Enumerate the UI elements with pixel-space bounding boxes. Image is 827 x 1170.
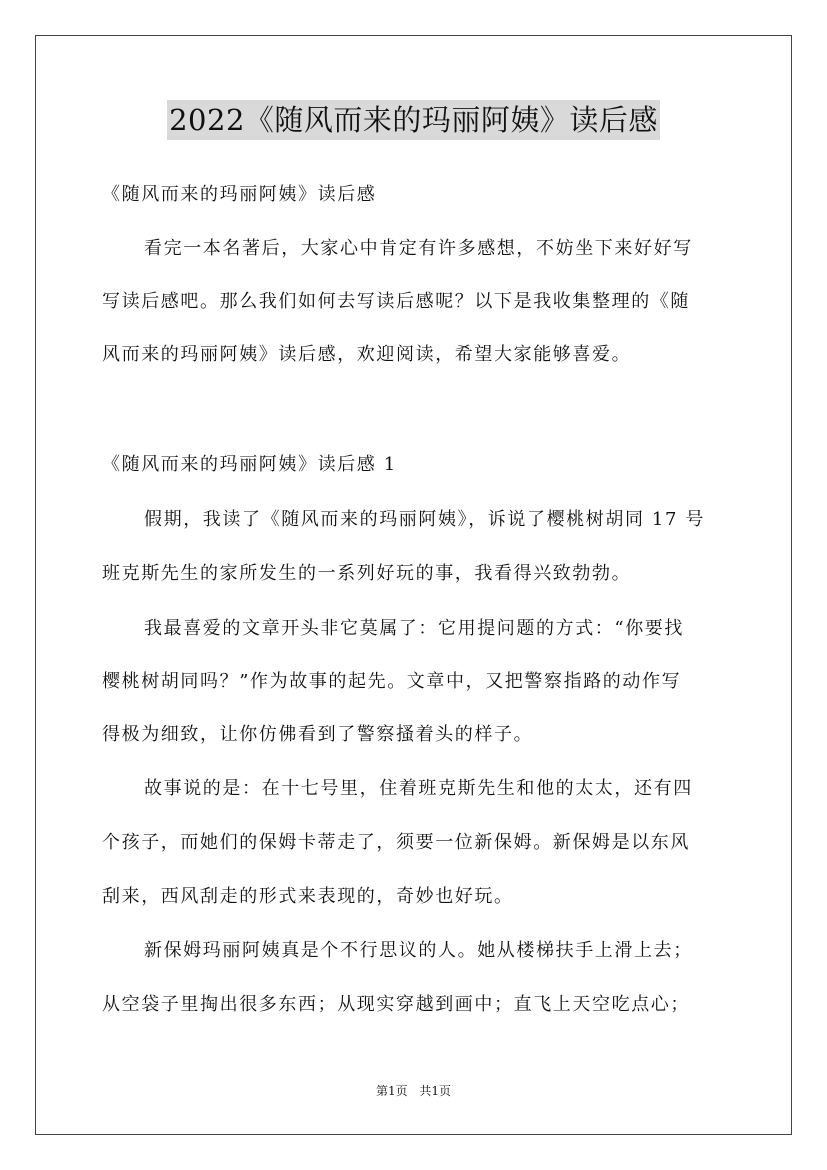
text-line: 故事说的是：在十七号里，住着班克斯先生和他的太太，还有四 bbox=[144, 778, 693, 799]
page-total: 共1页 bbox=[419, 1084, 452, 1098]
text-line: 我最喜爱的文章开头非它莫属了：它用提问题的方式：“你要找 bbox=[144, 618, 684, 639]
text-line: 看完一本名著后，大家心中肯定有许多感想，不妨坐下来好好写 bbox=[144, 238, 693, 259]
text-line: 写读后感吧。那么我们如何去写读后感呢？以下是我收集整理的《随 bbox=[102, 291, 690, 312]
text-line-subtitle: 《随风而来的玛丽阿姨》读后感 bbox=[102, 184, 377, 205]
text-line: 新保姆玛丽阿姨真是个不行思议的人。她从楼梯扶手上滑上去； bbox=[144, 940, 693, 961]
text-line: 得极为细致，让你仿佛看到了警察搔着头的样子。 bbox=[102, 724, 534, 745]
page-number: 第1页 bbox=[375, 1084, 408, 1098]
text-line: 樱桃树胡同吗？”作为故事的起先。文章中，又把警察指路的动作写 bbox=[102, 671, 682, 692]
text-line: 风而来的玛丽阿姨》读后感，欢迎阅读，希望大家能够喜爱。 bbox=[102, 344, 632, 365]
text-line: 假期，我读了《随风而来的玛丽阿姨》，诉说了樱桃树胡同 17 号 bbox=[144, 509, 705, 530]
text-line: 刮来，西风刮走的形式来表现的，奇妙也好玩。 bbox=[102, 886, 514, 907]
text-line-section-heading: 《随风而来的玛丽阿姨》读后感 1 bbox=[102, 454, 397, 475]
document-title-wrap bbox=[0, 100, 827, 140]
text-line: 个孩子，而她们的保姆卡蒂走了，须要一位新保姆。新保姆是以东风 bbox=[102, 832, 690, 853]
page-footer bbox=[0, 1083, 827, 1099]
text-line: 班克斯先生的家所发生的一系列好玩的事，我看得兴致勃勃。 bbox=[102, 563, 632, 584]
document-title: 2022《随风而来的玛丽阿姨》读后感 bbox=[167, 100, 660, 140]
text-line: 从空袋子里掏出很多东西；从现实穿越到画中；直飞上天空吃点心； bbox=[102, 994, 690, 1015]
